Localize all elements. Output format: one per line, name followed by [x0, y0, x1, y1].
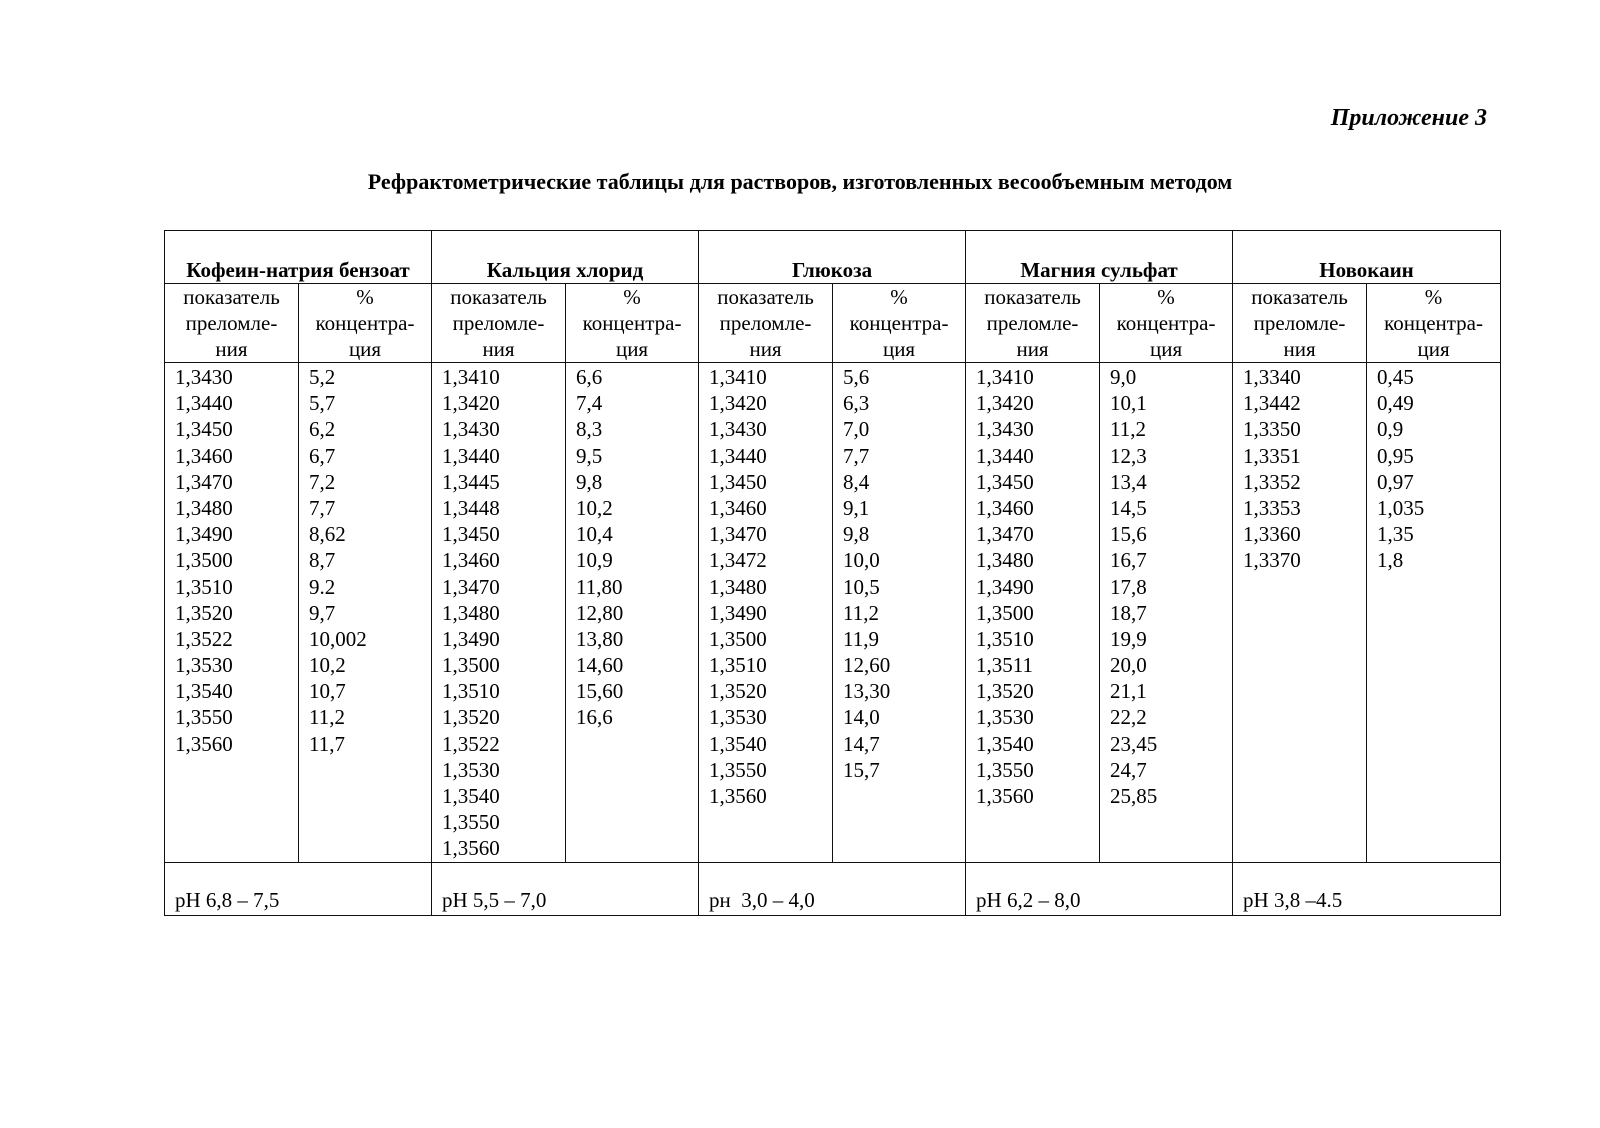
- refraction-values-cell: [1233, 363, 1367, 863]
- refraction-value: 1,3490: [175, 522, 233, 547]
- concentration-value: 6,2: [309, 417, 336, 442]
- refraction-value: 1,3460: [709, 495, 767, 520]
- concentration-value: 10,4: [576, 522, 613, 547]
- concentration-value: 10,9: [576, 548, 613, 573]
- concentration-value: 5,2: [309, 365, 336, 389]
- concentration-value: 14,7: [843, 731, 880, 756]
- concentration-value: 15,6: [1110, 522, 1147, 547]
- header-line: ция: [615, 337, 649, 361]
- refraction-value: 1,3420: [442, 391, 500, 416]
- header-line: ния: [1283, 337, 1316, 361]
- concentration-value: 16,6: [576, 705, 613, 730]
- refraction-value: 1,3510: [175, 574, 233, 599]
- refraction-value: 1,3460: [175, 443, 233, 468]
- ph-range-1: pH 6,8 – 7,5: [165, 862, 432, 915]
- refraction-value: 1,3490: [442, 626, 500, 651]
- substance-header-row: [165, 231, 1501, 284]
- header-line: преломле-: [986, 311, 1079, 335]
- refraction-index-header: [165, 284, 299, 363]
- refraction-value: 1,3440: [976, 443, 1034, 468]
- concentration-value: 19,9: [1110, 626, 1147, 651]
- refraction-value: 1,3520: [976, 679, 1034, 704]
- header-line: ция: [348, 337, 382, 361]
- refraction-index-header: [1233, 284, 1367, 363]
- header-line: ния: [1016, 337, 1049, 361]
- refraction-value: 1,3550: [976, 757, 1034, 782]
- concentration-value: 7,7: [309, 495, 336, 520]
- refraction-value: 1,3480: [709, 574, 767, 599]
- refraction-value: 1,3450: [175, 417, 233, 442]
- refraction-value: 1,3450: [442, 522, 500, 547]
- refraction-value: 1,3500: [175, 548, 233, 573]
- substance-name-4: Магния сульфат: [966, 231, 1233, 284]
- refraction-value: 1,3560: [709, 784, 767, 808]
- ph-row: [165, 862, 1501, 915]
- refraction-value: 1,3540: [976, 731, 1034, 756]
- refraction-value: 1,3510: [709, 653, 767, 678]
- concentration-values-cell: [566, 363, 699, 863]
- refraction-value: 1,3445: [442, 469, 500, 494]
- concentration-value: 22,2: [1110, 705, 1147, 730]
- refraction-value: 1,3420: [976, 391, 1034, 416]
- refraction-value: 1,3370: [1243, 548, 1301, 573]
- concentration-header: [566, 284, 699, 363]
- refraction-value: 1,3480: [175, 495, 233, 520]
- substance-name-1: Кофеин-натрия бензоат: [165, 231, 432, 284]
- header-line: %: [890, 285, 908, 309]
- refraction-value: 1,3420: [709, 391, 767, 416]
- ph-range-3: рн 3,0 – 4,0: [699, 862, 966, 915]
- concentration-value: 9,8: [843, 522, 870, 547]
- ph-range-5: pH 3,8 –4.5: [1233, 862, 1501, 915]
- refraction-value: 1,3530: [976, 705, 1034, 730]
- refraction-value: 1,3410: [976, 365, 1034, 389]
- refraction-value: 1,3430: [709, 417, 767, 442]
- refraction-value: 1,3440: [175, 391, 233, 416]
- refraction-value: 1,3410: [709, 365, 767, 389]
- concentration-value: 14,5: [1110, 495, 1147, 520]
- concentration-value: 9,8: [576, 469, 603, 494]
- refraction-index-header: [966, 284, 1100, 363]
- concentration-value: 10,0: [843, 548, 880, 573]
- refraction-value: 1,3522: [175, 626, 233, 651]
- header-line: преломле-: [452, 311, 545, 335]
- refraction-value: 1,3353: [1243, 495, 1301, 520]
- ph-range-4: pH 6,2 – 8,0: [966, 862, 1233, 915]
- header-line: концентра-: [849, 311, 949, 335]
- refraction-value: 1,3480: [976, 548, 1034, 573]
- concentration-value: 9,1: [843, 495, 870, 520]
- column-header-row: [165, 284, 1501, 363]
- concentration-value: 7,7: [843, 443, 870, 468]
- concentration-value: 8,4: [843, 469, 870, 494]
- header-line: %: [623, 285, 641, 309]
- refraction-value: 1,3460: [976, 495, 1034, 520]
- concentration-value: 11,2: [1110, 417, 1147, 442]
- concentration-value: 0,9: [1377, 417, 1404, 442]
- concentration-header: [299, 284, 432, 363]
- refraction-value: 1,3520: [442, 705, 500, 730]
- refraction-value: 1,3530: [442, 757, 500, 782]
- concentration-value: 9,5: [576, 443, 603, 468]
- concentration-value: 12,80: [576, 600, 624, 625]
- concentration-value: 14,60: [576, 653, 624, 678]
- concentration-values-cell: [299, 363, 432, 863]
- refraction-value: 1,3360: [1243, 522, 1301, 547]
- refraction-value: 1,3540: [175, 679, 233, 704]
- concentration-value: 9.2: [309, 574, 336, 599]
- refraction-value: 1,3510: [442, 679, 500, 704]
- concentration-value: 11,7: [309, 731, 345, 756]
- concentration-value: 17,8: [1110, 574, 1147, 599]
- header-line: показатель: [1251, 285, 1348, 309]
- concentration-value: 10,1: [1110, 391, 1147, 416]
- substance-name-5: Новокаин: [1233, 231, 1501, 284]
- refractometric-table: [164, 230, 1501, 916]
- header-line: ция: [1149, 337, 1183, 361]
- concentration-value: 10,2: [309, 653, 346, 678]
- refraction-value: 1,3410: [442, 365, 500, 389]
- header-line: ция: [1417, 337, 1450, 361]
- refraction-value: 1,3340: [1243, 365, 1301, 389]
- concentration-value: 16,7: [1110, 548, 1147, 573]
- refraction-index-header: [432, 284, 566, 363]
- refraction-value: 1,3500: [709, 626, 767, 651]
- header-line: показатель: [183, 285, 280, 309]
- header-line: %: [1157, 285, 1175, 309]
- header-line: ния: [749, 337, 782, 361]
- concentration-value: 0,45: [1377, 365, 1414, 389]
- concentration-value: 8,3: [576, 417, 603, 442]
- refraction-value: 1,3510: [976, 626, 1034, 651]
- concentration-value: 21,1: [1110, 679, 1147, 704]
- substance-name-2: Кальция хлорид: [432, 231, 699, 284]
- concentration-value: 10,2: [576, 495, 613, 520]
- refraction-value: 1,3490: [976, 574, 1034, 599]
- refraction-value: 1,3550: [442, 810, 500, 835]
- header-line: концентра-: [1116, 311, 1216, 335]
- refraction-value: 1,3550: [709, 757, 767, 782]
- concentration-value: 7,4: [576, 391, 603, 416]
- refraction-value: 1,3540: [442, 784, 500, 808]
- refraction-value: 1,3470: [976, 522, 1034, 547]
- refraction-values-cell: [432, 363, 566, 863]
- concentration-values-cell: [833, 363, 966, 863]
- header-line: концентра-: [1384, 311, 1483, 335]
- refraction-value: 1,3470: [709, 522, 767, 547]
- concentration-value: 12,60: [843, 653, 891, 678]
- header-line: преломле-: [719, 311, 812, 335]
- refraction-value: 1,3530: [709, 705, 767, 730]
- refraction-value: 1,3460: [442, 548, 500, 573]
- concentration-value: 12,3: [1110, 443, 1147, 468]
- concentration-value: 25,85: [1110, 784, 1158, 808]
- concentration-value: 6,7: [309, 443, 336, 468]
- refraction-values-cell: [966, 363, 1100, 863]
- concentration-value: 8,62: [309, 522, 346, 547]
- header-line: преломле-: [185, 311, 278, 335]
- concentration-value: 6,6: [576, 365, 603, 389]
- refraction-value: 1,3520: [709, 679, 767, 704]
- header-line: %: [1424, 285, 1443, 309]
- refraction-value: 1,3550: [175, 705, 233, 730]
- concentration-header: [833, 284, 966, 363]
- refraction-value: 1,3530: [175, 653, 233, 678]
- refraction-value: 1,3430: [175, 365, 233, 389]
- concentration-value: 11,9: [843, 626, 880, 651]
- concentration-value: 11,2: [843, 600, 880, 625]
- concentration-value: 15,60: [576, 679, 624, 704]
- header-line: ция: [882, 337, 916, 361]
- refraction-value: 1,3352: [1243, 469, 1301, 494]
- refraction-value: 1,3430: [442, 417, 500, 442]
- refraction-value: 1,3442: [1243, 391, 1301, 416]
- concentration-value: 20,0: [1110, 653, 1147, 678]
- refraction-value: 1,3470: [442, 574, 500, 599]
- header-line: показатель: [717, 285, 814, 309]
- concentration-value: 6,3: [843, 391, 870, 416]
- values-row: [165, 363, 1501, 863]
- concentration-value: 23,45: [1110, 731, 1158, 756]
- concentration-value: 0,49: [1377, 391, 1414, 416]
- concentration-values-cell: [1367, 363, 1501, 863]
- refraction-value: 1,3480: [442, 600, 500, 625]
- concentration-value: 13,4: [1110, 469, 1147, 494]
- concentration-value: 1,8: [1377, 548, 1404, 573]
- refraction-value: 1,3351: [1243, 443, 1301, 468]
- refraction-value: 1,3448: [442, 495, 500, 520]
- concentration-value: 15,7: [843, 757, 880, 782]
- concentration-value: 1,35: [1377, 522, 1414, 547]
- concentration-value: 9,7: [309, 600, 336, 625]
- header-line: ния: [215, 337, 248, 361]
- header-line: %: [356, 285, 374, 309]
- refraction-values-cell: [165, 363, 299, 863]
- concentration-header: [1367, 284, 1501, 363]
- header-line: концентра-: [315, 311, 415, 335]
- concentration-value: 10,5: [843, 574, 880, 599]
- concentration-value: 10,7: [309, 679, 346, 704]
- header-line: показатель: [984, 285, 1081, 309]
- concentration-value: 10,002: [309, 626, 367, 651]
- substance-name-3: Глюкоза: [699, 231, 966, 284]
- concentration-value: 7,0: [843, 417, 870, 442]
- refraction-value: 1,3472: [709, 548, 767, 573]
- refraction-values-cell: [699, 363, 833, 863]
- refraction-value: 1,3500: [976, 600, 1034, 625]
- concentration-value: 11,2: [309, 705, 345, 730]
- refraction-value: 1,3560: [976, 784, 1034, 808]
- refraction-value: 1,3522: [442, 731, 500, 756]
- concentration-value: 24,7: [1110, 757, 1147, 782]
- header-line: концентра-: [582, 311, 682, 335]
- concentration-value: 7,2: [309, 469, 336, 494]
- concentration-value: 0,95: [1377, 443, 1414, 468]
- concentration-value: 14,0: [843, 705, 880, 730]
- concentration-value: 1,035: [1377, 495, 1425, 520]
- concentration-value: 5,7: [309, 391, 336, 416]
- concentration-value: 8,7: [309, 548, 336, 573]
- refraction-value: 1,3430: [976, 417, 1034, 442]
- concentration-value: 11,80: [576, 574, 623, 599]
- refraction-value: 1,3520: [175, 600, 233, 625]
- refraction-value: 1,3511: [976, 653, 1034, 678]
- concentration-value: 13,30: [843, 679, 891, 704]
- refraction-value: 1,3490: [709, 600, 767, 625]
- concentration-value: 0,97: [1377, 469, 1414, 494]
- header-line: показатель: [450, 285, 547, 309]
- header-line: ния: [482, 337, 515, 361]
- concentration-header: [1100, 284, 1233, 363]
- page-title: Рефрактометрические таблицы для растворов, изготовленных весообъемным методом: [367, 169, 1233, 194]
- appendix-label: Приложение 3: [1330, 105, 1487, 131]
- refraction-value: 1,3450: [709, 469, 767, 494]
- refraction-value: 1,3350: [1243, 417, 1301, 442]
- refraction-value: 1,3440: [442, 443, 500, 468]
- refraction-value: 1,3560: [175, 731, 233, 756]
- concentration-value: 9,0: [1110, 365, 1137, 389]
- refraction-value: 1,3540: [709, 731, 767, 756]
- refraction-value: 1,3500: [442, 653, 500, 678]
- concentration-value: 18,7: [1110, 600, 1147, 625]
- refraction-value: 1,3450: [976, 469, 1034, 494]
- ph-range-2: pH 5,5 – 7,0: [432, 862, 699, 915]
- refraction-value: 1,3470: [175, 469, 233, 494]
- concentration-value: 13,80: [576, 626, 624, 651]
- refraction-value: 1,3440: [709, 443, 767, 468]
- concentration-value: 5,6: [843, 365, 870, 389]
- header-line: преломле-: [1253, 311, 1346, 335]
- concentration-values-cell: [1100, 363, 1233, 863]
- refraction-index-header: [699, 284, 833, 363]
- refraction-value: 1,3560: [442, 836, 500, 861]
